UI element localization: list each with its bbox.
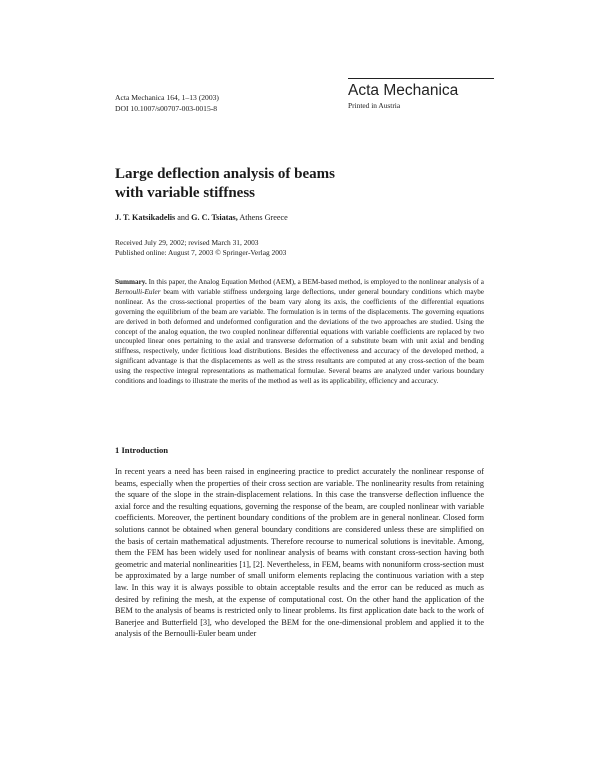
title-line-2: with variable stiffness <box>115 185 255 201</box>
summary-text-a: In this paper, the Analog Equation Method (AEM), a BEM-based method, is employed to the nonlinear analysis of a <box>146 278 484 286</box>
paper-title <box>115 165 455 203</box>
journal-rule <box>348 78 494 79</box>
introduction-body <box>115 466 484 640</box>
journal-name: Acta Mechanica <box>348 82 459 99</box>
summary-text-emphasis: Bernoulli-Euler <box>115 287 161 296</box>
section-heading: 1 Introduction <box>115 445 169 455</box>
summary-text-b: beam with variable stiffness undergoing large deflections, under general boundary conditions which maybe nonlinear. As the cross-sectional properties of the beam vary along its axis, the coefficients of the differential equations governing the equilibrium of the beam are variable. The formulation is in terms of the displacements. The governing equations are derived in both deformed and undeformed configuration and the deviations of the two approaches are studied. Using the concept of the analog equation, the two coupled nonlinear differential equations with variable coefficients are replaced by two uncoupled linear ones pertaining to the axial and transverse deformation of a substitute beam with unit axial and bending stiffness, respectively, under fictitious load distributions. Besides the effectiveness and accuracy of the developed method, a significant advantage is that the displacements as well as the stress resultants are computed at any cross-section of the beam using the respective integral representations as mathematical formulae. Several beams are analyzed under various boundary conditions and loadings to illustrate the merits of the method as well as its applicability, efficiency and accuracy. <box>115 287 484 386</box>
introduction-paragraph: In recent years a need has been raised in engineering practice to predict accurately the nonlinear response of beams, especially when the properties of their cross section are variable. The nonlinearity results from retaining the square of the slope in the strain-displacement relations. In this case the transverse deflection influence the axial force and the resulting equations, governing the response of the beam, are coupled nonlinear with variable coefficients. Moreover, the pertinent boundary conditions of the problem are in general nonlinear. Closed form solutions cannot be obtained when general boundary conditions are considered unless these are simplified on the basis of certain mathematical adjustments. Therefore recourse to numerical solutions is inevitable. Among, them the FEM has been widely used for nonlinear analysis of beams with constant cross-section having both geometric and material nonlinearities [1], [2]. Nevertheless, in FEM, beams with nonuniform cross-section must be approximated by a large number of small uniform elements replacing the continuous variation with a step law. In this way it is always possible to obtain acceptable results and the error can be reduced as much as desired by refining the mesh, at the expense of computational cost. On the other hand the application of the BEM to the analysis of beams is restricted only to linear problems. Its first application date back to the work of Banerjee and Butterfield [3], who developed the BEM for the one-dimensional problem and applied it to the analysis of the Bernoulli-Euler beam under <box>115 467 484 639</box>
published-date: Published online: August 7, 2003 © Springer-Verlag 2003 <box>115 248 287 257</box>
received-date: Received July 29, 2002; revised March 31, 2003 <box>115 238 259 247</box>
title-line-1: Large deflection analysis of beams <box>115 166 335 182</box>
author-1: J. T. Katsikadelis <box>115 213 176 222</box>
journal-header <box>348 78 494 111</box>
printed-in: Printed in Austria <box>348 101 401 110</box>
author-conjunction: and <box>175 213 192 222</box>
citation-block <box>115 92 219 114</box>
author-location: Athens Greece <box>237 213 288 222</box>
doi-line: DOI 10.1007/s00707-003-0015-8 <box>115 104 218 113</box>
dates-block <box>115 238 286 258</box>
citation-line: Acta Mechanica 164, 1–13 (2003) <box>115 93 219 102</box>
summary-label: Summary. <box>115 278 147 286</box>
author-line <box>115 213 288 222</box>
summary-abstract <box>115 278 484 387</box>
author-2: G. C. Tsiatas, <box>191 213 238 222</box>
